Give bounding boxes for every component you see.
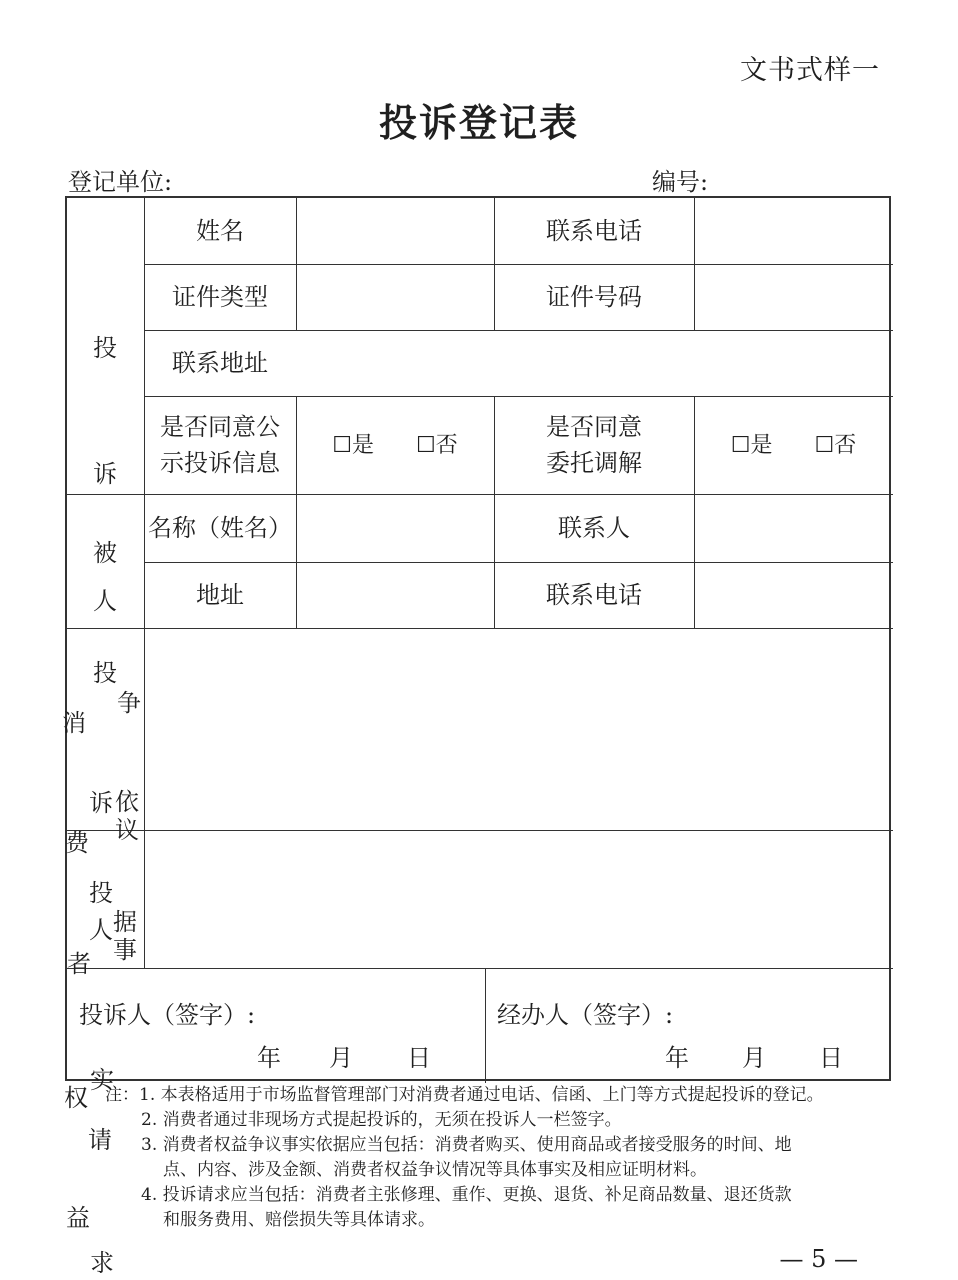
complainant-section-char: 诉 bbox=[93, 460, 117, 488]
complainant-signature-label: 投诉人（签字）: bbox=[79, 1001, 256, 1029]
handler-date-day: 日 bbox=[819, 1044, 843, 1072]
id-number-label: 证件号码 bbox=[546, 283, 642, 311]
overflow-side-char: 求 bbox=[90, 1249, 114, 1277]
request-section-char: 人 bbox=[89, 916, 113, 944]
note-item: 4. 投诉请求应当包括：消费者主张修理、重作、更换、退货、补足商品数量、退还货款 bbox=[141, 1185, 792, 1205]
dispute-section-char: 诉 bbox=[89, 789, 113, 817]
serial-number-label: 编号: bbox=[652, 168, 709, 196]
respondent-name-label: 名称（姓名） bbox=[148, 514, 292, 542]
request-section-char: 投 bbox=[89, 879, 113, 907]
request-section-char: 者 bbox=[67, 950, 91, 978]
address-label: 联系地址 bbox=[172, 349, 268, 377]
address-field[interactable] bbox=[296, 330, 893, 396]
dispute-section-char: 投 bbox=[93, 659, 117, 687]
dispute-section-char: 争 bbox=[117, 689, 141, 717]
publicity-consent-label: 是否同意公 示投诉信息 bbox=[160, 413, 280, 477]
note-item: 2. 消费者通过非现场方式提起投诉的，无须在投诉人一栏签字。 bbox=[141, 1110, 622, 1130]
registration-unit-label: 登记单位: bbox=[68, 168, 173, 196]
phone-field[interactable] bbox=[694, 198, 893, 264]
respondent-contact-field[interactable] bbox=[694, 494, 893, 562]
dispute-section-char: 消 bbox=[62, 709, 86, 737]
dispute-section-char: 依议 bbox=[115, 788, 139, 844]
handler-date-month: 月 bbox=[742, 1044, 766, 1072]
complainant-date-month: 月 bbox=[329, 1044, 353, 1072]
respondent-address-field[interactable] bbox=[296, 562, 494, 628]
id-type-label: 证件类型 bbox=[172, 283, 268, 311]
request-section-char: 据事 bbox=[113, 908, 137, 964]
mediation-no-checkbox[interactable]: ☐否 bbox=[814, 432, 857, 458]
complaint-request-field[interactable] bbox=[144, 830, 893, 968]
name-label: 姓名 bbox=[196, 217, 244, 245]
handler-signature-field[interactable] bbox=[485, 968, 893, 1083]
dispute-facts-field[interactable] bbox=[144, 628, 893, 830]
overflow-side-char: 请 bbox=[88, 1126, 112, 1154]
page-title: 投诉登记表 bbox=[378, 100, 579, 145]
note-item: 点、内容、涉及金额、消费者权益争议情况等具体事实及相应证明材料。 bbox=[163, 1160, 707, 1180]
phone-label: 联系电话 bbox=[546, 217, 642, 245]
complainant-date-year: 年 bbox=[257, 1044, 281, 1072]
mediation-yes-checkbox[interactable]: ☐是 bbox=[730, 432, 773, 458]
complaint-form-table bbox=[62, 196, 891, 1081]
note-item: 1. 本表格适用于市场监督管理部门对消费者通过电话、信函、上门等方式提起投诉的登记。 bbox=[139, 1085, 824, 1105]
overflow-side-char: 益 bbox=[66, 1204, 90, 1232]
notes-block bbox=[105, 1083, 824, 1233]
publicity-no-checkbox[interactable]: ☐否 bbox=[416, 432, 458, 458]
respondent-address-label: 地址 bbox=[196, 581, 244, 609]
page-number: — 5 — bbox=[779, 1245, 858, 1273]
overflow-side-char: 实 bbox=[90, 1066, 114, 1094]
dispute-section-char: 费 bbox=[65, 829, 89, 857]
id-type-field[interactable] bbox=[296, 264, 494, 330]
publicity-consent-options bbox=[296, 396, 494, 494]
respondent-phone-field[interactable] bbox=[694, 562, 893, 628]
overflow-side-char: 权 bbox=[64, 1084, 88, 1112]
document-style-label: 文书式样一 bbox=[740, 55, 880, 86]
respondent-phone-label: 联系电话 bbox=[546, 581, 642, 609]
publicity-yes-checkbox[interactable]: ☐是 bbox=[332, 432, 374, 458]
id-number-field[interactable] bbox=[694, 264, 893, 330]
notes-prefix: 注： bbox=[105, 1085, 139, 1105]
respondent-section-char: 人 bbox=[93, 587, 117, 615]
note-item: 和服务费用、赔偿损失等具体请求。 bbox=[163, 1210, 435, 1230]
complainant-signature-field[interactable] bbox=[67, 968, 485, 1083]
respondent-name-field[interactable] bbox=[296, 494, 494, 562]
complainant-date-day: 日 bbox=[407, 1044, 431, 1072]
complainant-section-char: 投 bbox=[93, 334, 117, 362]
respondent-section-char: 被 bbox=[93, 539, 117, 567]
handler-date-year: 年 bbox=[665, 1044, 689, 1072]
name-field[interactable] bbox=[296, 198, 494, 264]
respondent-contact-label: 联系人 bbox=[558, 514, 630, 542]
mediation-consent-options bbox=[694, 396, 893, 494]
note-item: 3. 消费者权益争议事实依据应当包括：消费者购买、使用商品或者接受服务的时间、地 bbox=[141, 1135, 792, 1155]
mediation-consent-label: 是否同意 委托调解 bbox=[546, 413, 642, 477]
handler-signature-label: 经办人（签字）: bbox=[497, 1001, 674, 1029]
